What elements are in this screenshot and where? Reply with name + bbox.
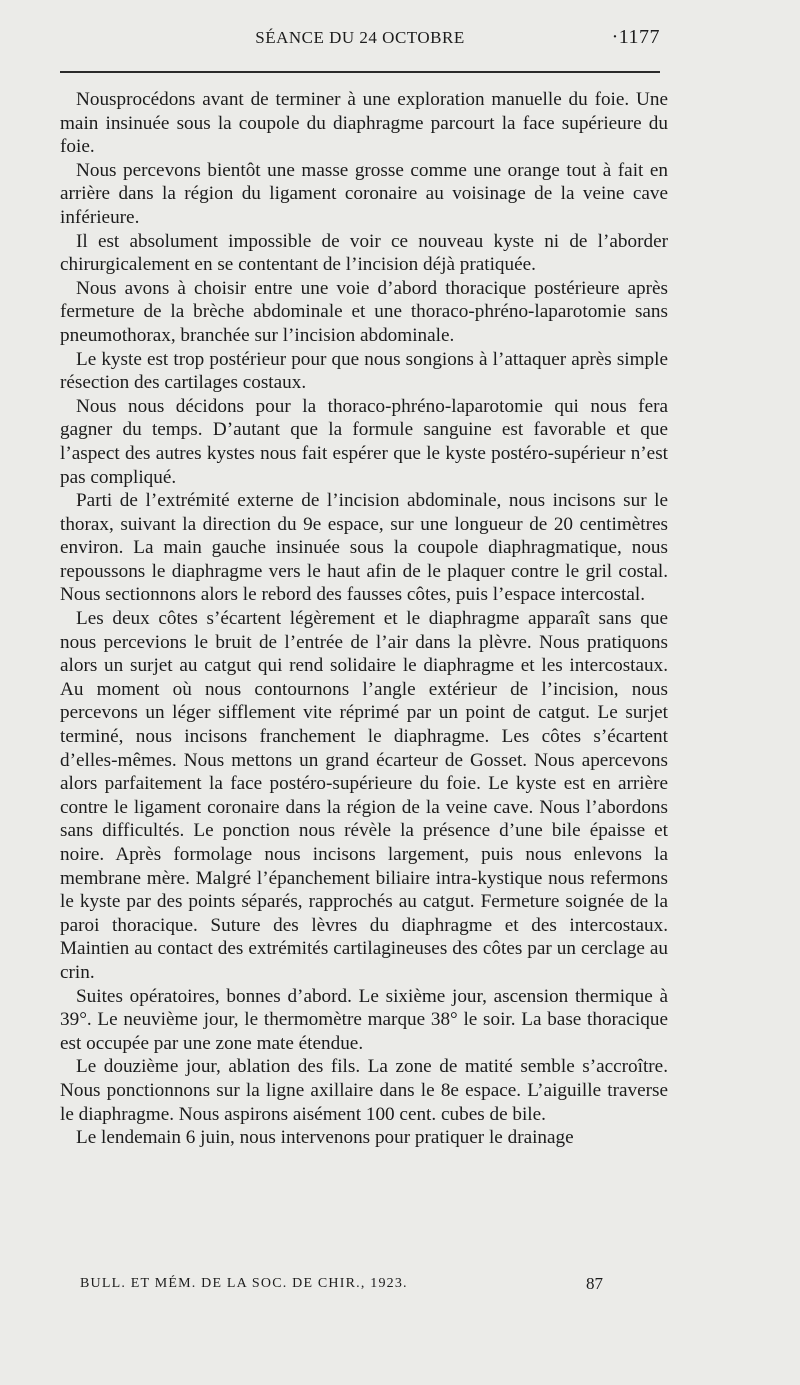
page-footer xyxy=(60,1276,660,1300)
paragraph: Les deux côtes s’écartent légèrement et le diaphragme apparaît sans que nous percevions le bruit de l’entrée de l’air dans la plèvre. Nous pratiquons alors un surjet au catgut qui rend solidaire le diaphragme et les intercostaux. Au moment où nous contournons l’angle extérieur de l’incision, nous percevons un léger sifflement vite réprimé par un point de catgut. Le surjet terminé, nous incisons franchement le diaphragme. Les côtes s’écartent d’elles-mêmes. Nous mettons un grand écarteur de Gosset. Nous apercevons alors parfaitement la face postéro-supérieure du foie. Le kyste est en arrière contre le ligament coronaire dans la région de la veine cave. Nous l’abordons sans difficultés. Le ponction nous révèle la présence d’une bile épaisse et noire. Après formolage nous incisons largement, puis nous enlevons la membrane mère. Malgré l’épanchement biliaire intra-kystique nous refermons le kyste par des points séparés, rapprochés au catgut. Fermeture soignée de la paroi thoracique. Suture des lèvres du diaphragme et des intercostaux. Maintien au contact des extrémités cartilagineuses des côtes par un cerclage au crin. xyxy=(60,608,668,983)
paragraph: Le douzième jour, ablation des fils. La zone de matité semble s’accroître. Nous ponctionnons sur la ligne axillaire dans le 8e espace. L’aiguille traverse le diaphragme. Nous aspirons aisément 100 cent. cubes de bile. xyxy=(60,1056,668,1125)
journal-citation: BULL. ET MÉM. DE LA SOC. DE CHIR., 1923. xyxy=(80,1276,408,1291)
paragraph: Nousprocédons avant de terminer à une exploration manuelle du foie. Une main insinuée sous la coupole du diaphragme parcourt la face supérieure du foie. xyxy=(60,89,668,158)
header-rule xyxy=(60,71,660,73)
paragraph: Nous avons à choisir entre une voie d’abord thoracique postérieure après fermeture de la brèche abdominale et une thoraco-phréno-laparotomie sans pneumothorax, branchée sur l’incision abdominale. xyxy=(60,277,668,346)
paragraph: Nous percevons bientôt une masse grosse comme une orange tout à fait en arrière dans la région du ligament coronaire au voisinage de la veine cave inférieure. xyxy=(60,159,668,228)
running-title: SÉANCE DU 24 OCTOBRE xyxy=(255,28,465,47)
paragraph: Parti de l’extrémité externe de l’incision abdominale, nous incisons sur le thorax, suivant la direction du 9e espace, sur une longueur de 20 centimètres environ. La main gauche insinuée sous la coupole diaphragmatique, nous repoussons le diaphragme vers le haut afin de le plaquer contre le gril costal. Nous sectionnons alors le rebord des fausses côtes, puis l’espace intercostal. xyxy=(60,490,668,606)
paragraph: Suites opératoires, bonnes d’abord. Le sixième jour, ascension thermique à 39°. Le neuvième jour, le thermomètre marque 38° le soir. La base thoracique est occupée par une zone mate étendue. xyxy=(60,985,668,1054)
paragraph: Nous nous décidons pour la thoraco-phréno-laparotomie qui nous fera gagner du temps. D’autant que la formule sanguine est favorable et que l’aspect des autres kystes nous fait espérer que le kyste postéro-supérieur n’est pas compliqué. xyxy=(60,395,668,488)
paragraph: Il est absolument impossible de voir ce nouveau kyste ni de l’aborder chirurgicalement en se contentant de l’incision déjà pratiquée. xyxy=(60,230,668,276)
paragraph: Le lendemain 6 juin, nous intervenons pour pratiquer le drainage xyxy=(76,1127,574,1149)
page-number: ·1177 xyxy=(611,26,660,48)
paragraph: Le kyste est trop postérieur pour que nous songions à l’attaquer après simple résection des cartilages costaux. xyxy=(60,348,668,394)
body-text xyxy=(60,88,668,1150)
running-header xyxy=(60,28,660,56)
signature-mark: 87 xyxy=(586,1274,603,1293)
